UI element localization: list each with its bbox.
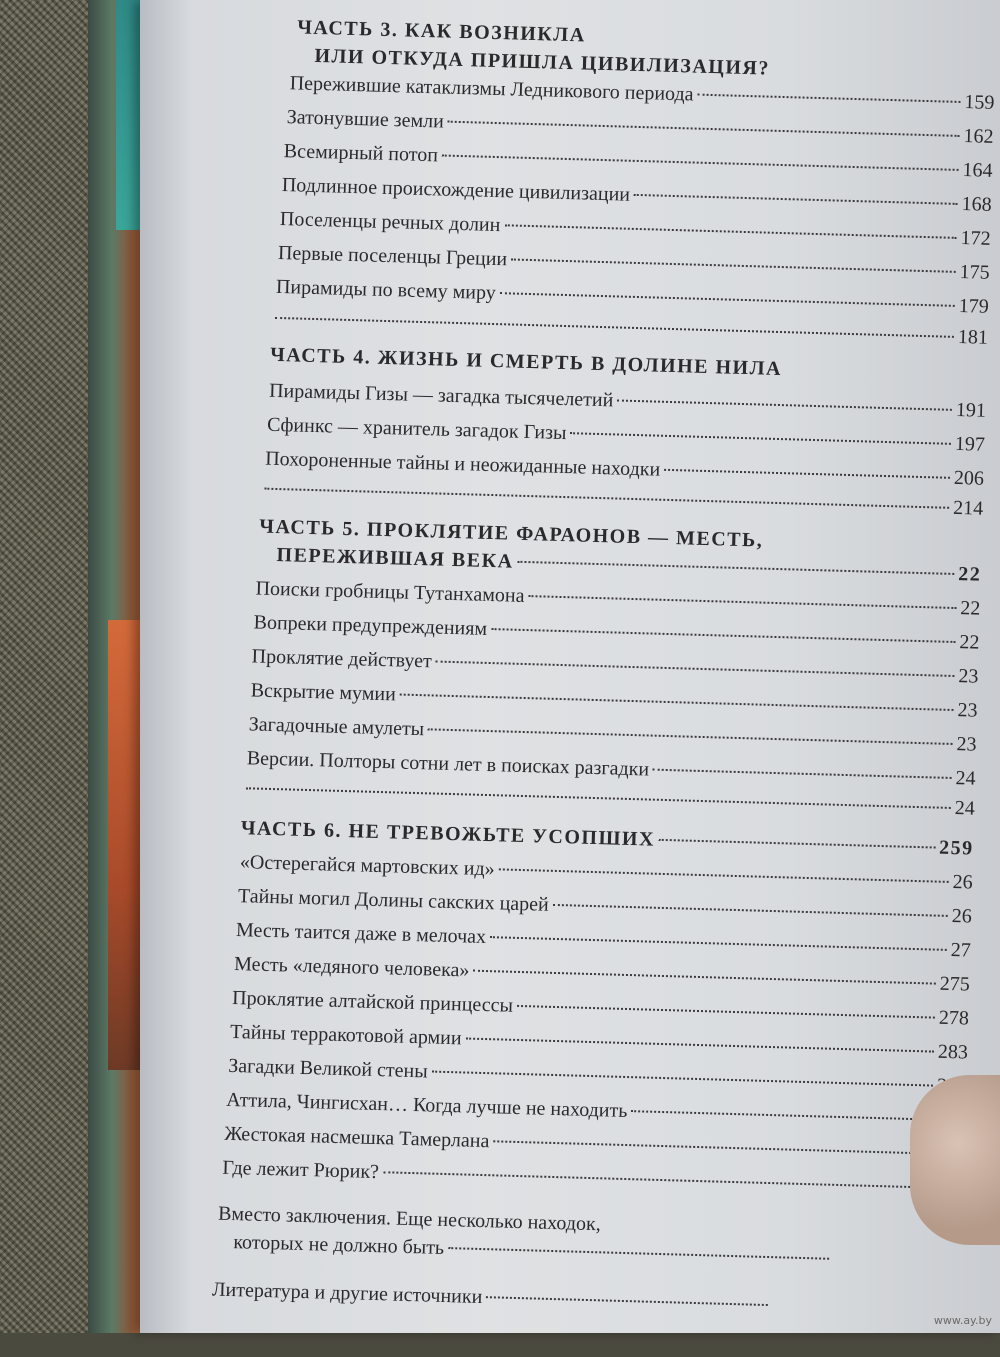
toc-entry[interactable]: Вскрытие мумии 23 bbox=[250, 679, 978, 722]
toc-entry[interactable]: Похороненные тайны и неожиданные находки 206 bbox=[264, 447, 985, 490]
toc-entry[interactable]: Поиски гробницы Тутанхамона 22 bbox=[255, 577, 981, 620]
part5-title-line1: ЧАСТЬ 5. ПРОКЛЯТИЕ ФАРАОНОВ — МЕСТЬ, bbox=[259, 515, 764, 552]
part3-title-line2: ИЛИ ОТКУДА ПРИШЛА ЦИВИЛИЗАЦИЯ? bbox=[314, 44, 771, 80]
toc-entry[interactable]: «Остерегайся мартовских ид» 26 bbox=[239, 851, 973, 894]
toc-entry[interactable]: Загадочные амулеты 23 bbox=[248, 713, 977, 756]
toc-entry-continuation: 24 bbox=[246, 777, 975, 820]
toc-entry[interactable]: Пирамиды по всему миру 179 bbox=[275, 275, 990, 318]
toc-entry-continuation: 181 bbox=[275, 307, 988, 350]
toc-entry[interactable]: Пирамиды Гизы — загадка тысячелетий 191 bbox=[268, 379, 987, 422]
toc-entry[interactable]: Первые поселенцы Греции 175 bbox=[277, 241, 991, 284]
toc-entry[interactable]: Версии. Полторы сотни лет в поисках разгадки 24 bbox=[246, 747, 976, 790]
toc-entry[interactable]: Жестокая насмешка Тамерлана bbox=[224, 1123, 965, 1167]
toc-entry[interactable]: Подлинное происхождение цивилизации 168 bbox=[281, 174, 992, 216]
conclusion-entry[interactable]: которых не должно быть bbox=[233, 1231, 833, 1271]
part4-title: ЧАСТЬ 4. ЖИЗНЬ И СМЕРТЬ В ДОЛИНЕ НИЛА bbox=[269, 343, 783, 381]
toc-entry[interactable]: Аттила, Чингисхан… Когда лучше не находить bbox=[226, 1089, 966, 1133]
thumb bbox=[910, 1075, 1000, 1245]
part5-title-line2: ПЕРЕЖИВШАЯ ВЕКА 22 bbox=[276, 544, 982, 586]
literature-entry[interactable]: Литература и другие источники bbox=[212, 1279, 772, 1318]
toc-entry[interactable]: Проклятие действует 23 bbox=[251, 645, 979, 688]
toc-entry[interactable]: Тайны могил Долины сакских царей 26 bbox=[237, 885, 973, 928]
toc-entry[interactable]: Загадки Великой стены bbox=[228, 1055, 967, 1099]
toc-entry[interactable]: Тайны терракотовой армии 283 bbox=[229, 1020, 969, 1064]
toc-entry-continuation: 214 bbox=[264, 478, 983, 521]
toc-entry[interactable]: Поселенцы речных долин 172 bbox=[279, 207, 991, 250]
part3-title-line1: ЧАСТЬ 3. КАК ВОЗНИКЛА bbox=[296, 16, 586, 47]
part6-title: ЧАСТЬ 6. НЕ ТРЕВОЖЬТЕ УСОПШИХ 259 bbox=[240, 817, 974, 860]
toc-entry[interactable]: Всемирный потоп 164 bbox=[283, 140, 993, 182]
toc-entry[interactable]: Месть таится даже в мелочах 27 bbox=[235, 919, 972, 962]
table-of-contents bbox=[103, 0, 1000, 1356]
toc-entry[interactable]: Где лежит Рюрик? bbox=[222, 1157, 964, 1201]
toc-entry[interactable]: Месть «ледяного человека» 275 bbox=[233, 953, 971, 996]
toc-entry[interactable]: Вопреки предупреждениям 22 bbox=[253, 611, 980, 654]
toc-entry[interactable]: Затонувшие земли 162 bbox=[286, 106, 994, 148]
toc-entry[interactable]: Сфинкс — хранитель загадок Гизы 197 bbox=[266, 413, 986, 456]
book-page bbox=[140, 0, 1000, 1333]
toc-entry[interactable]: Проклятие алтайской принцессы 278 bbox=[231, 986, 970, 1030]
watermark: www.ay.by bbox=[933, 1314, 992, 1327]
conclusion-line1[interactable]: Вместо заключения. Еще несколько находок, bbox=[217, 1202, 602, 1236]
toc-entry[interactable]: Пережившие катаклизмы Ледникового периода 159 bbox=[289, 72, 995, 114]
